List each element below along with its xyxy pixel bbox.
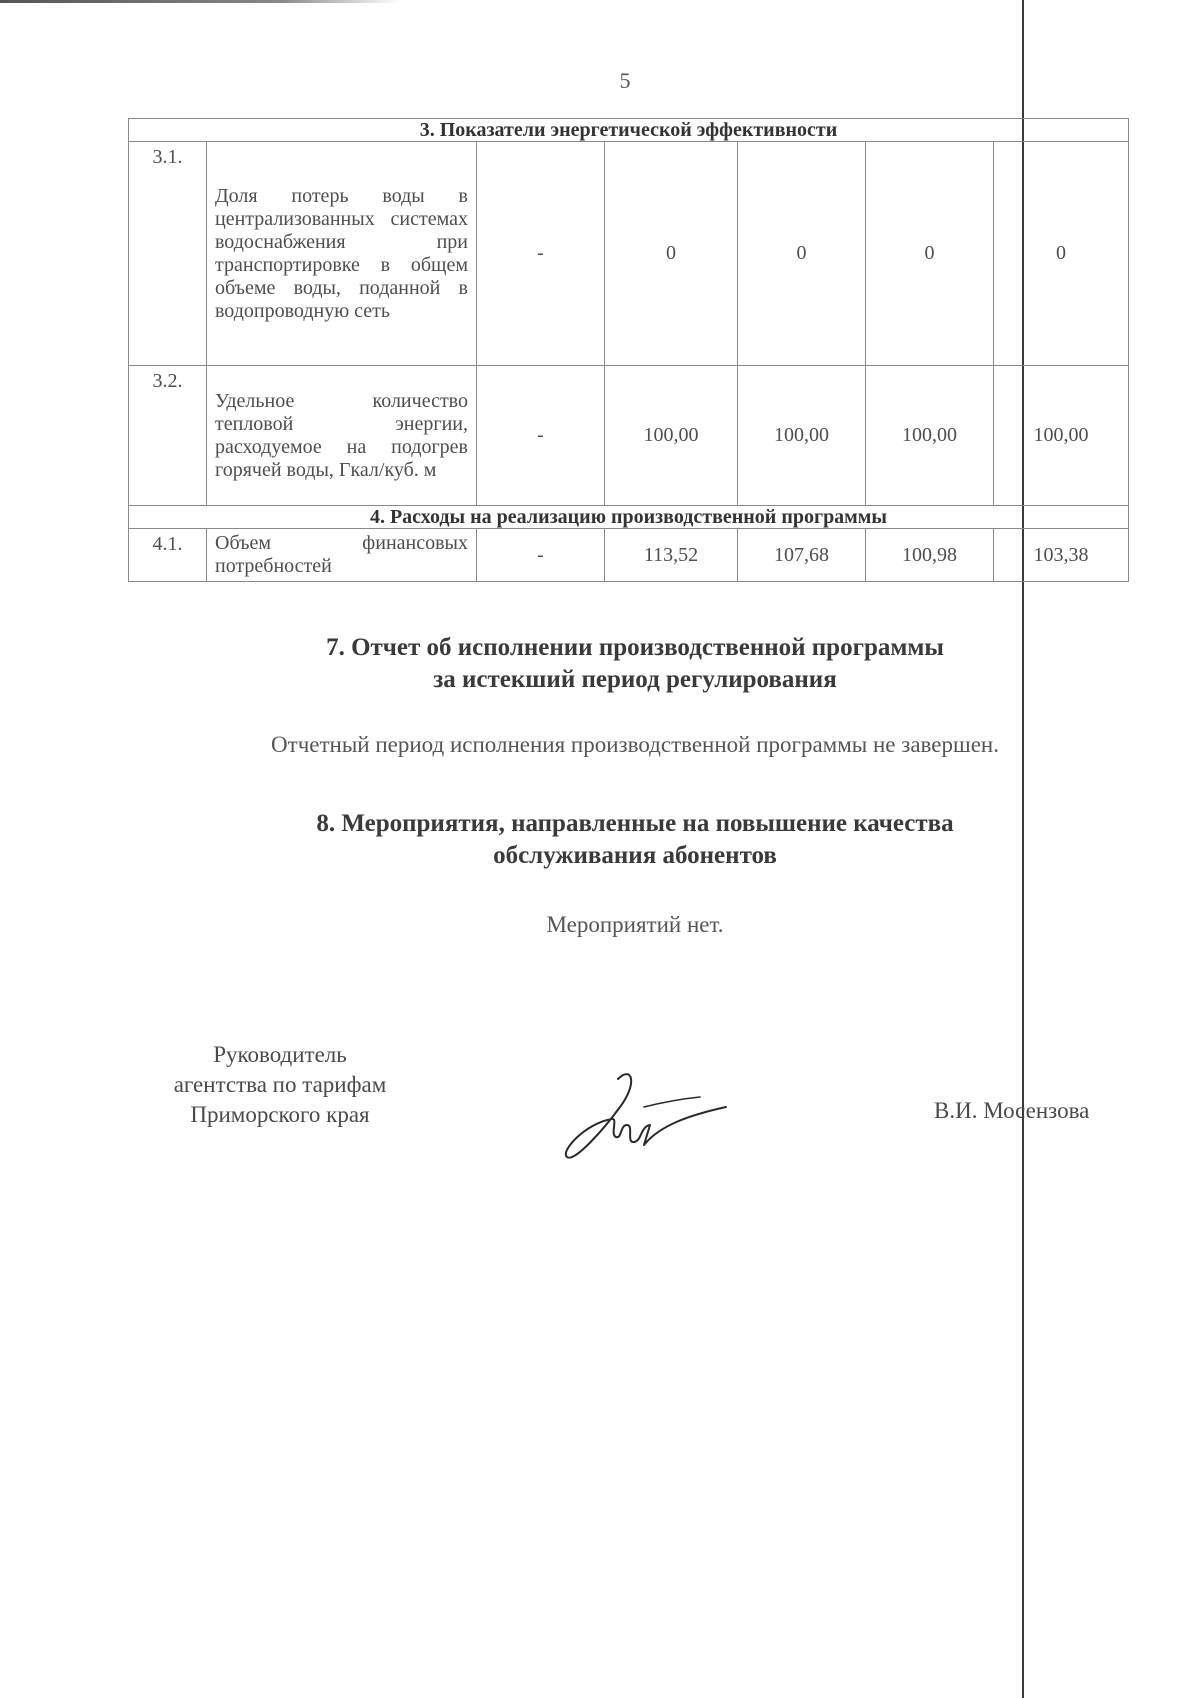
- value-cell: 103,38: [994, 529, 1129, 582]
- indicators-table: [128, 118, 1129, 582]
- value-cell: 100,00: [866, 366, 994, 506]
- section8-text: Мероприятий нет.: [546, 912, 724, 937]
- signatory-position-line: агентства по тарифам: [173, 1072, 387, 1097]
- unit-cell: -: [477, 366, 605, 506]
- scan-edge-mark: [0, 0, 400, 3]
- value-cell: 0: [994, 142, 1129, 366]
- value-cell: 100,00: [738, 366, 866, 506]
- value-cell: 100,98: [866, 529, 994, 582]
- table-row: [129, 142, 1129, 366]
- signatory-position-line: Приморского края: [190, 1102, 370, 1127]
- page-number: 5: [619, 68, 631, 93]
- section-title: 3. Показатели энергетической эффективности: [129, 119, 1129, 142]
- value-cell: 107,68: [738, 529, 866, 582]
- indicator-name: Доля потерь воды в централизованных системах водоснабжения при транспортировке в общем объеме воды, поданной в водопроводную сеть: [207, 142, 477, 366]
- signatory-name: В.И. Мосензова: [934, 1098, 1090, 1123]
- value-cell: 0: [605, 142, 738, 366]
- section-title: 4. Расходы на реализацию производственной программы: [129, 506, 1129, 529]
- section7-text: Отчетный период исполнения производственной программы не завершен.: [271, 732, 999, 757]
- unit-cell: -: [477, 142, 605, 366]
- unit-cell: -: [477, 529, 605, 582]
- section-header-row: [129, 506, 1129, 529]
- row-number: 3.2.: [129, 366, 207, 506]
- indicator-name: Удельное количество тепловой энергии, расходуемое на подогрев горячей воды, Гкал/куб. м: [207, 366, 477, 506]
- value-cell: 113,52: [605, 529, 738, 582]
- value-cell: 100,00: [994, 366, 1129, 506]
- row-number: 3.1.: [129, 142, 207, 366]
- signatory-position-line: Руководитель: [213, 1042, 347, 1067]
- table-row: [129, 366, 1129, 506]
- value-cell: 0: [738, 142, 866, 366]
- section7-heading-line2: за истекший период регулирования: [433, 666, 837, 693]
- section-header-row: [129, 119, 1129, 142]
- section8-heading-line1: 8. Мероприятия, направленные на повышение качества: [316, 810, 954, 837]
- signatory-position: [130, 1040, 430, 1130]
- handwritten-signature: [560, 1065, 730, 1173]
- row-number: 4.1.: [129, 529, 207, 582]
- section7-heading-line1: 7. Отчет об исполнении производственной программы: [326, 634, 944, 661]
- value-cell: 100,00: [605, 366, 738, 506]
- value-cell: 0: [866, 142, 994, 366]
- section8-heading-line2: обслуживания абонентов: [493, 842, 777, 869]
- table-row: [129, 529, 1129, 582]
- indicator-name: Объем финансовых потребностей: [207, 529, 477, 582]
